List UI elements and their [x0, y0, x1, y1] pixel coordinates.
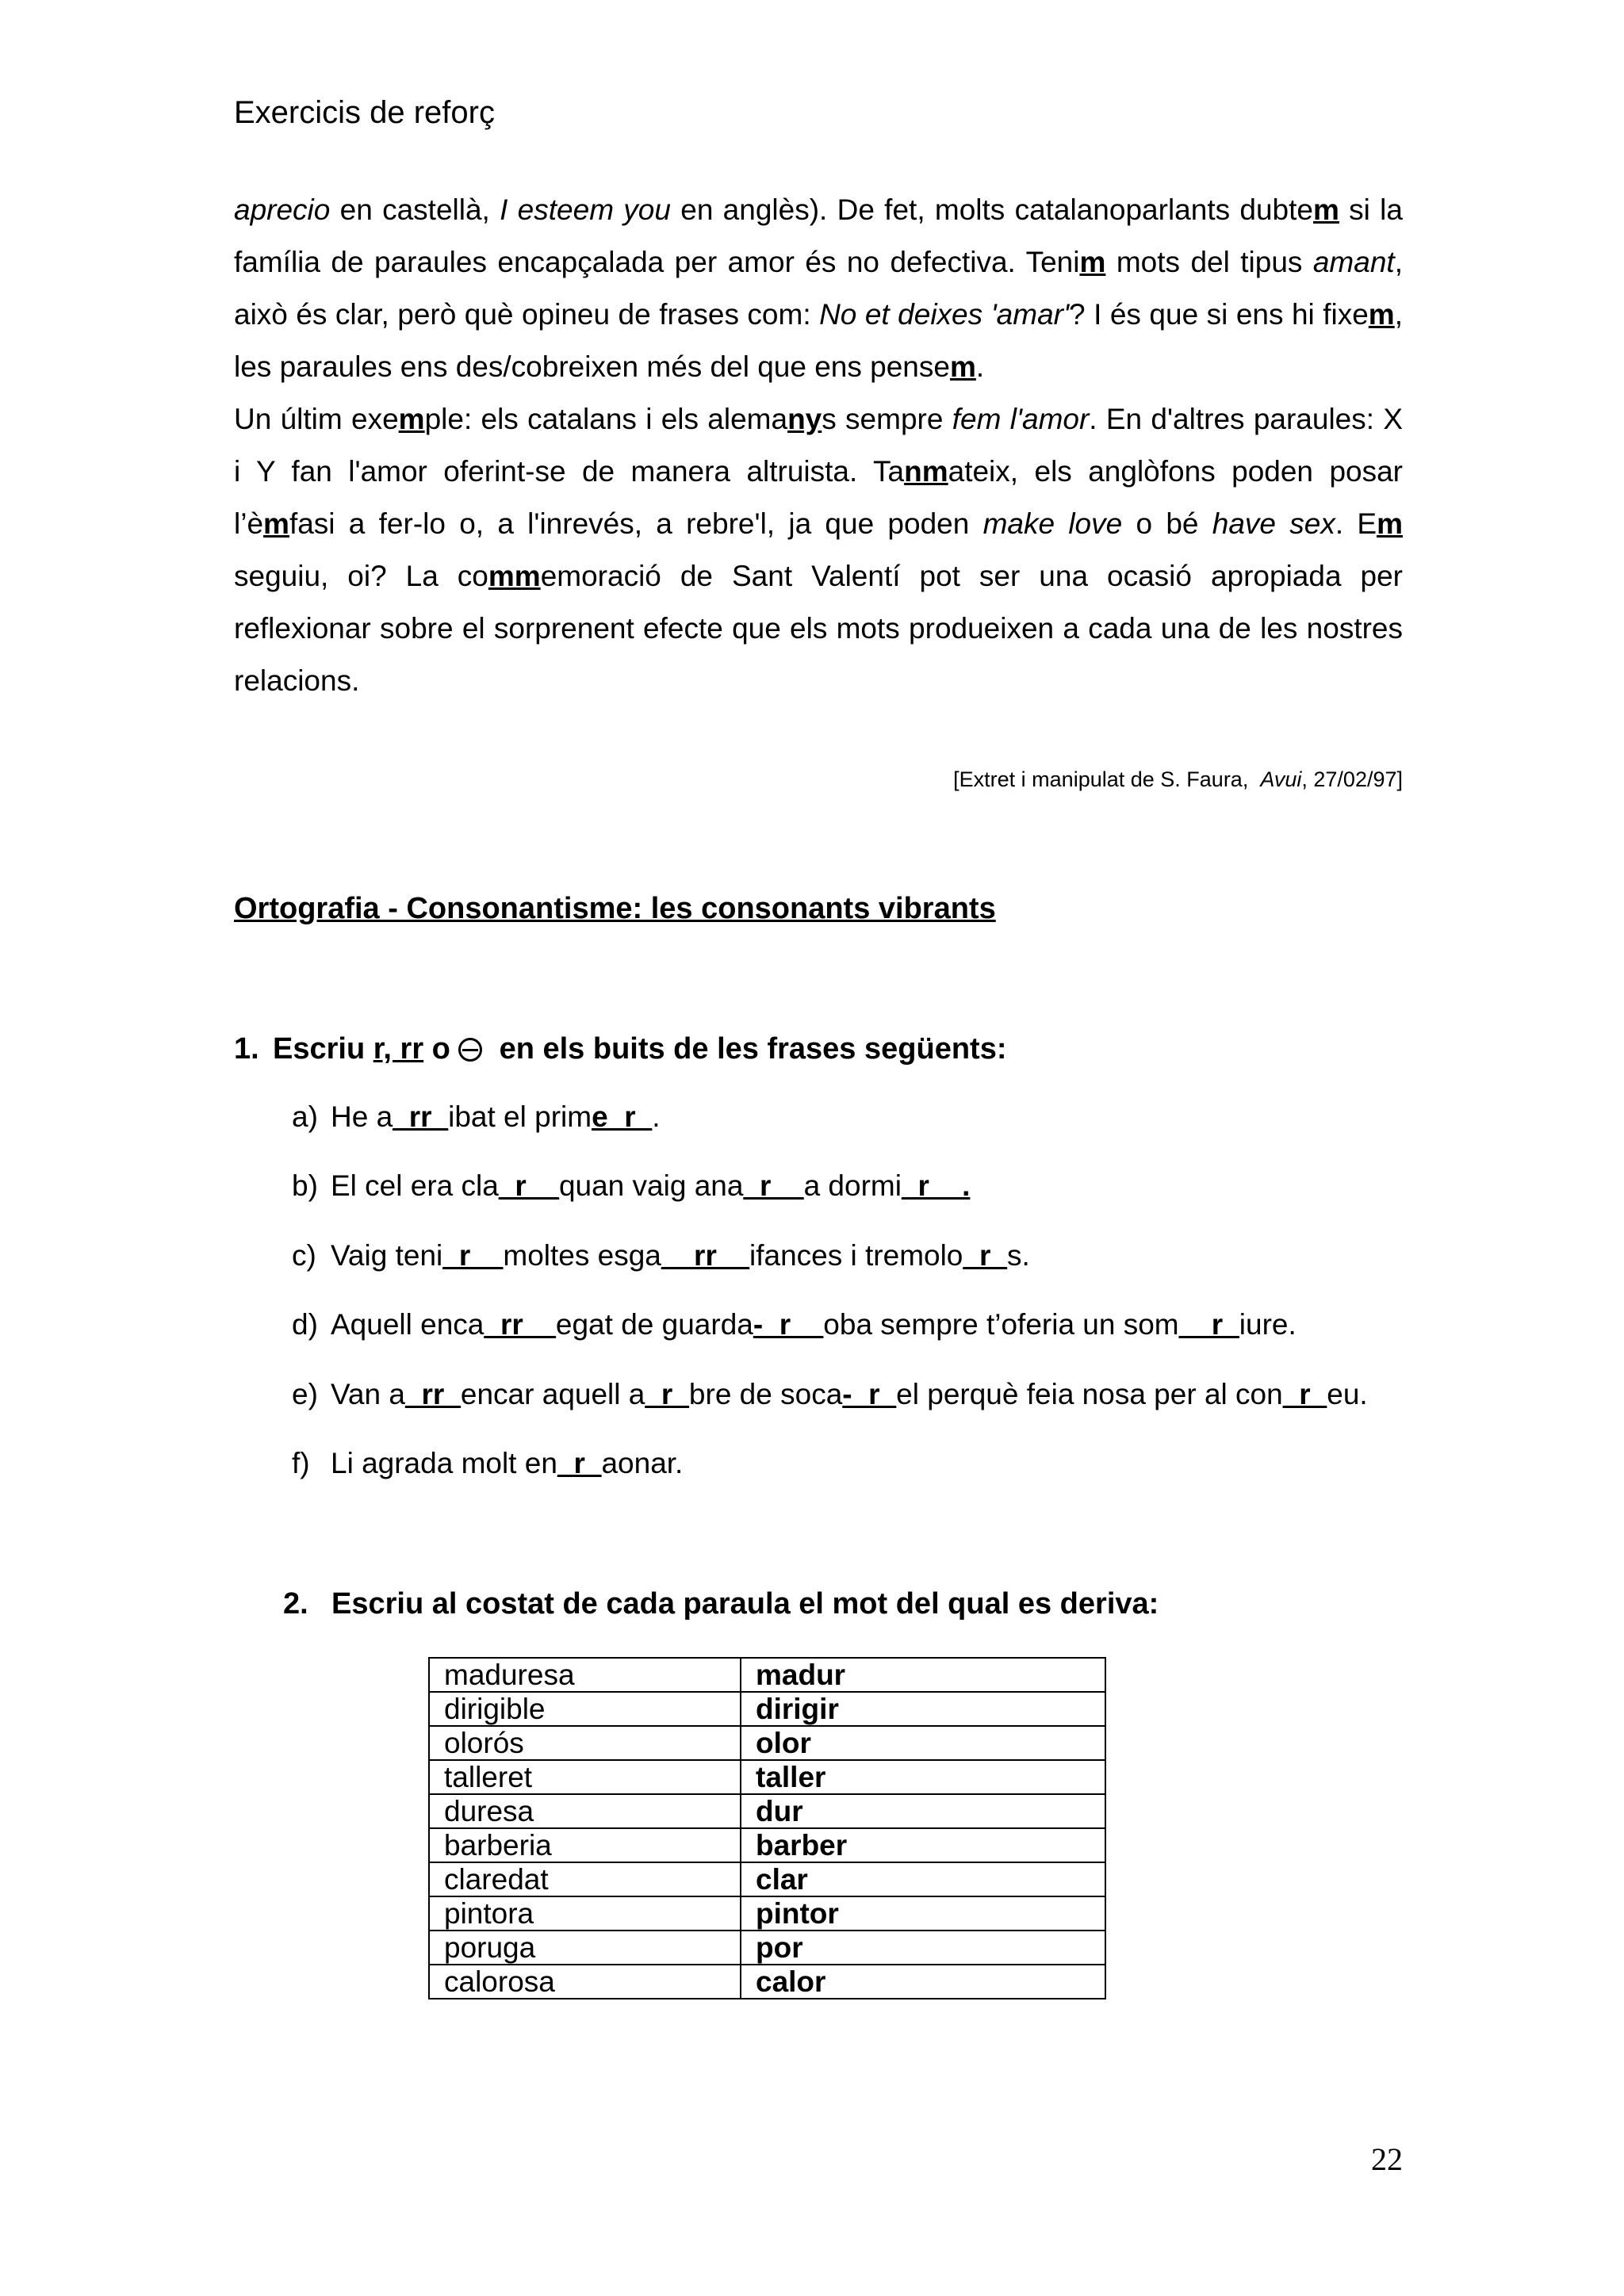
derivation-table: [428, 1657, 1106, 1999]
exercise-2-heading: [283, 1587, 1159, 1621]
table-row: [429, 1965, 1105, 1999]
italic-term: have sex: [1212, 507, 1335, 540]
highlighted-letters: nm: [904, 455, 948, 488]
derived-word-cell: pintora: [429, 1896, 741, 1931]
answer-blank: _rr__: [484, 1308, 556, 1341]
paragraph-2: [234, 393, 1403, 707]
answer-blank: _r__: [743, 1169, 804, 1202]
derived-word-cell: calorosa: [429, 1965, 741, 1999]
sentence-text: eu.: [1327, 1378, 1368, 1410]
root-word-cell: taller: [741, 1760, 1105, 1794]
sentence-text: bre de soca: [688, 1378, 843, 1410]
heading-text: en els buits de les frases següents:: [482, 1032, 1007, 1066]
item-letter: f): [292, 1447, 310, 1479]
text-run: mots del tipus: [1105, 246, 1313, 278]
sentence-text: Aquell enca: [331, 1308, 485, 1341]
heading-text: o: [423, 1032, 459, 1066]
sentence-text: Van a: [331, 1378, 405, 1410]
sentence-text: iure.: [1239, 1308, 1297, 1341]
highlighted-letters: mm: [488, 560, 541, 592]
sentence-text: aonar.: [601, 1447, 684, 1479]
exercise-item-b: [292, 1169, 970, 1203]
running-title: Exercicis de reforç: [234, 95, 495, 130]
text-run: .: [975, 350, 985, 383]
text-run: . E: [1335, 507, 1377, 540]
answer-blank: _rr_: [404, 1378, 461, 1410]
highlighted-letters: m: [949, 350, 976, 383]
text-run: fasi a fer-lo o, a l'inrevés, a rebre'l, ja que poden: [289, 507, 983, 540]
answer-blank: _r_: [1282, 1378, 1327, 1410]
sentence-text: a dormi: [803, 1169, 902, 1202]
root-word-cell: madur: [741, 1658, 1105, 1692]
paragraph-1: [234, 184, 1403, 393]
answer-blank: e_r_: [592, 1100, 653, 1133]
answer-blank: __r_: [1178, 1308, 1239, 1341]
answer-blank: _r__: [498, 1169, 559, 1202]
sentence-text: s.: [1006, 1239, 1030, 1272]
sentence-text: .: [652, 1100, 661, 1133]
sentence-text: egat de guarda: [555, 1308, 753, 1341]
source-citation: [953, 767, 1403, 792]
item-letter: e): [292, 1378, 318, 1410]
text-run: en anglès). De fet, molts catalanoparlants dubte: [670, 193, 1313, 226]
sentence-text: quan vaig ana: [558, 1169, 744, 1202]
table-row: [429, 1760, 1105, 1794]
heading-text: Escriu: [273, 1032, 373, 1066]
sentence-text: He a: [331, 1100, 393, 1133]
text-run: , això és clar, però què opineu de frases com:: [234, 246, 1403, 331]
table-row: [429, 1828, 1105, 1862]
item-letter: b): [292, 1169, 318, 1202]
heading-text: Escriu al costat de cada paraula el mot del qual es deriva:: [331, 1587, 1159, 1621]
root-word-cell: pintor: [741, 1896, 1105, 1931]
sentence-text: Li agrada molt en: [331, 1447, 557, 1479]
item-letter: c): [292, 1239, 316, 1272]
root-word-cell: calor: [741, 1965, 1105, 1999]
highlighted-letters: m: [1312, 193, 1339, 226]
italic-term: aprecio: [234, 193, 331, 226]
root-word-cell: olor: [741, 1726, 1105, 1760]
sentence-text: ifances i tremolo: [749, 1239, 963, 1272]
answer-blank: -_r_: [842, 1378, 897, 1410]
text-run: , les paraules ens des/cobreixen més del que ens pense: [234, 298, 1403, 383]
answer-blank: _r__: [442, 1239, 504, 1272]
text-run: Un últim exe: [234, 403, 399, 435]
table-row: [429, 1726, 1105, 1760]
text-run: . En d'altres paraules: X i Y fan l'amor oferint-se de manera altruista. Ta: [234, 403, 1403, 488]
page-number: 22: [1371, 2141, 1403, 2177]
derived-word-cell: poruga: [429, 1931, 741, 1965]
exercise-1-heading: [234, 1032, 1006, 1066]
text-run: en castellà,: [330, 193, 500, 226]
item-letter: a): [292, 1100, 318, 1133]
text-run: ? I és que si ens hi fixe: [1069, 298, 1369, 331]
sentence-text: el perquè feia nosa per al con: [896, 1378, 1283, 1410]
italic-term: No et deixes 'amar': [819, 298, 1070, 331]
highlighted-letters: m: [1377, 507, 1403, 540]
exercise-item-d: [292, 1308, 1297, 1341]
sentence-text: moltes esga: [503, 1239, 661, 1272]
answer-blank: _rr_: [393, 1100, 449, 1133]
italic-term: make love: [982, 507, 1123, 540]
answer-blank: _r__.: [901, 1169, 971, 1202]
text-run: seguiu, oi? La co: [234, 560, 488, 592]
text-run: s sempre: [822, 403, 952, 435]
derived-word-cell: barberia: [429, 1828, 741, 1862]
citation-text: [Extret i manipulat de S. Faura,: [953, 767, 1261, 791]
table-row: [429, 1794, 1105, 1828]
root-word-cell: por: [741, 1931, 1105, 1965]
sentence-text: oba sempre t’oferia un som: [823, 1308, 1179, 1341]
table-row: [429, 1658, 1105, 1692]
empty-set-symbol-icon: [458, 1038, 482, 1062]
derived-word-cell: olorós: [429, 1726, 741, 1760]
heading-letters: r, rr: [373, 1032, 424, 1066]
italic-term: I esteem you: [500, 193, 671, 226]
citation-publication: Avui: [1260, 767, 1302, 791]
exercise-item-a: [292, 1100, 660, 1134]
table-row: [429, 1692, 1105, 1726]
sentence-text: encar aquell a: [460, 1378, 645, 1410]
root-word-cell: clar: [741, 1862, 1105, 1896]
derived-word-cell: maduresa: [429, 1658, 741, 1692]
derived-word-cell: claredat: [429, 1862, 741, 1896]
highlighted-letters: m: [263, 507, 289, 540]
answer-blank: __rr__: [661, 1239, 749, 1272]
derived-word-cell: duresa: [429, 1794, 741, 1828]
sentence-text: El cel era cla: [331, 1169, 499, 1202]
text-run: emoració de Sant Valentí pot ser una ocasió apropiada per reflexionar sobre el sorprenent efecte que els mots produeixen a cada una de les nostres relacions.: [234, 560, 1403, 697]
root-word-cell: barber: [741, 1828, 1105, 1862]
table-row: [429, 1896, 1105, 1931]
exercise-number: 1.: [234, 1032, 259, 1066]
text-run: ple: els catalans i els alema: [424, 403, 788, 435]
highlighted-letters: m: [398, 403, 425, 435]
highlighted-letters: ny: [787, 403, 822, 435]
derived-word-cell: dirigible: [429, 1692, 741, 1726]
exercise-item-e: [292, 1378, 1368, 1411]
text-run: ateix, els anglòfons poden posar l’è: [234, 455, 1403, 540]
sentence-text: Vaig teni: [331, 1239, 443, 1272]
answer-blank: -_r__: [753, 1308, 824, 1341]
text-run: o bé: [1122, 507, 1212, 540]
highlighted-letters: m: [1368, 298, 1395, 331]
text-run: si la família de paraules encapçalada per amor és no defectiva. Teni: [234, 193, 1403, 278]
italic-term: fem l'amor: [952, 403, 1090, 435]
root-word-cell: dur: [741, 1794, 1105, 1828]
root-word-cell: dirigir: [741, 1692, 1105, 1726]
sentence-text: ibat el prim: [448, 1100, 592, 1133]
citation-date: , 27/02/97]: [1301, 767, 1403, 791]
exercise-item-f: [292, 1447, 683, 1480]
exercise-item-c: [292, 1239, 1030, 1272]
answer-blank: _r_: [557, 1447, 602, 1479]
highlighted-letters: m: [1079, 246, 1106, 278]
answer-blank: _r_: [963, 1239, 1007, 1272]
italic-term: amant: [1312, 246, 1395, 278]
section-title: Ortografia - Consonantisme: les consonants vibrants: [234, 892, 996, 925]
answer-blank: _r_: [645, 1378, 689, 1410]
table-row: [429, 1862, 1105, 1896]
exercise-number: 2.: [283, 1587, 308, 1621]
table-row: [429, 1931, 1105, 1965]
derived-word-cell: talleret: [429, 1760, 741, 1794]
item-letter: d): [292, 1308, 318, 1341]
